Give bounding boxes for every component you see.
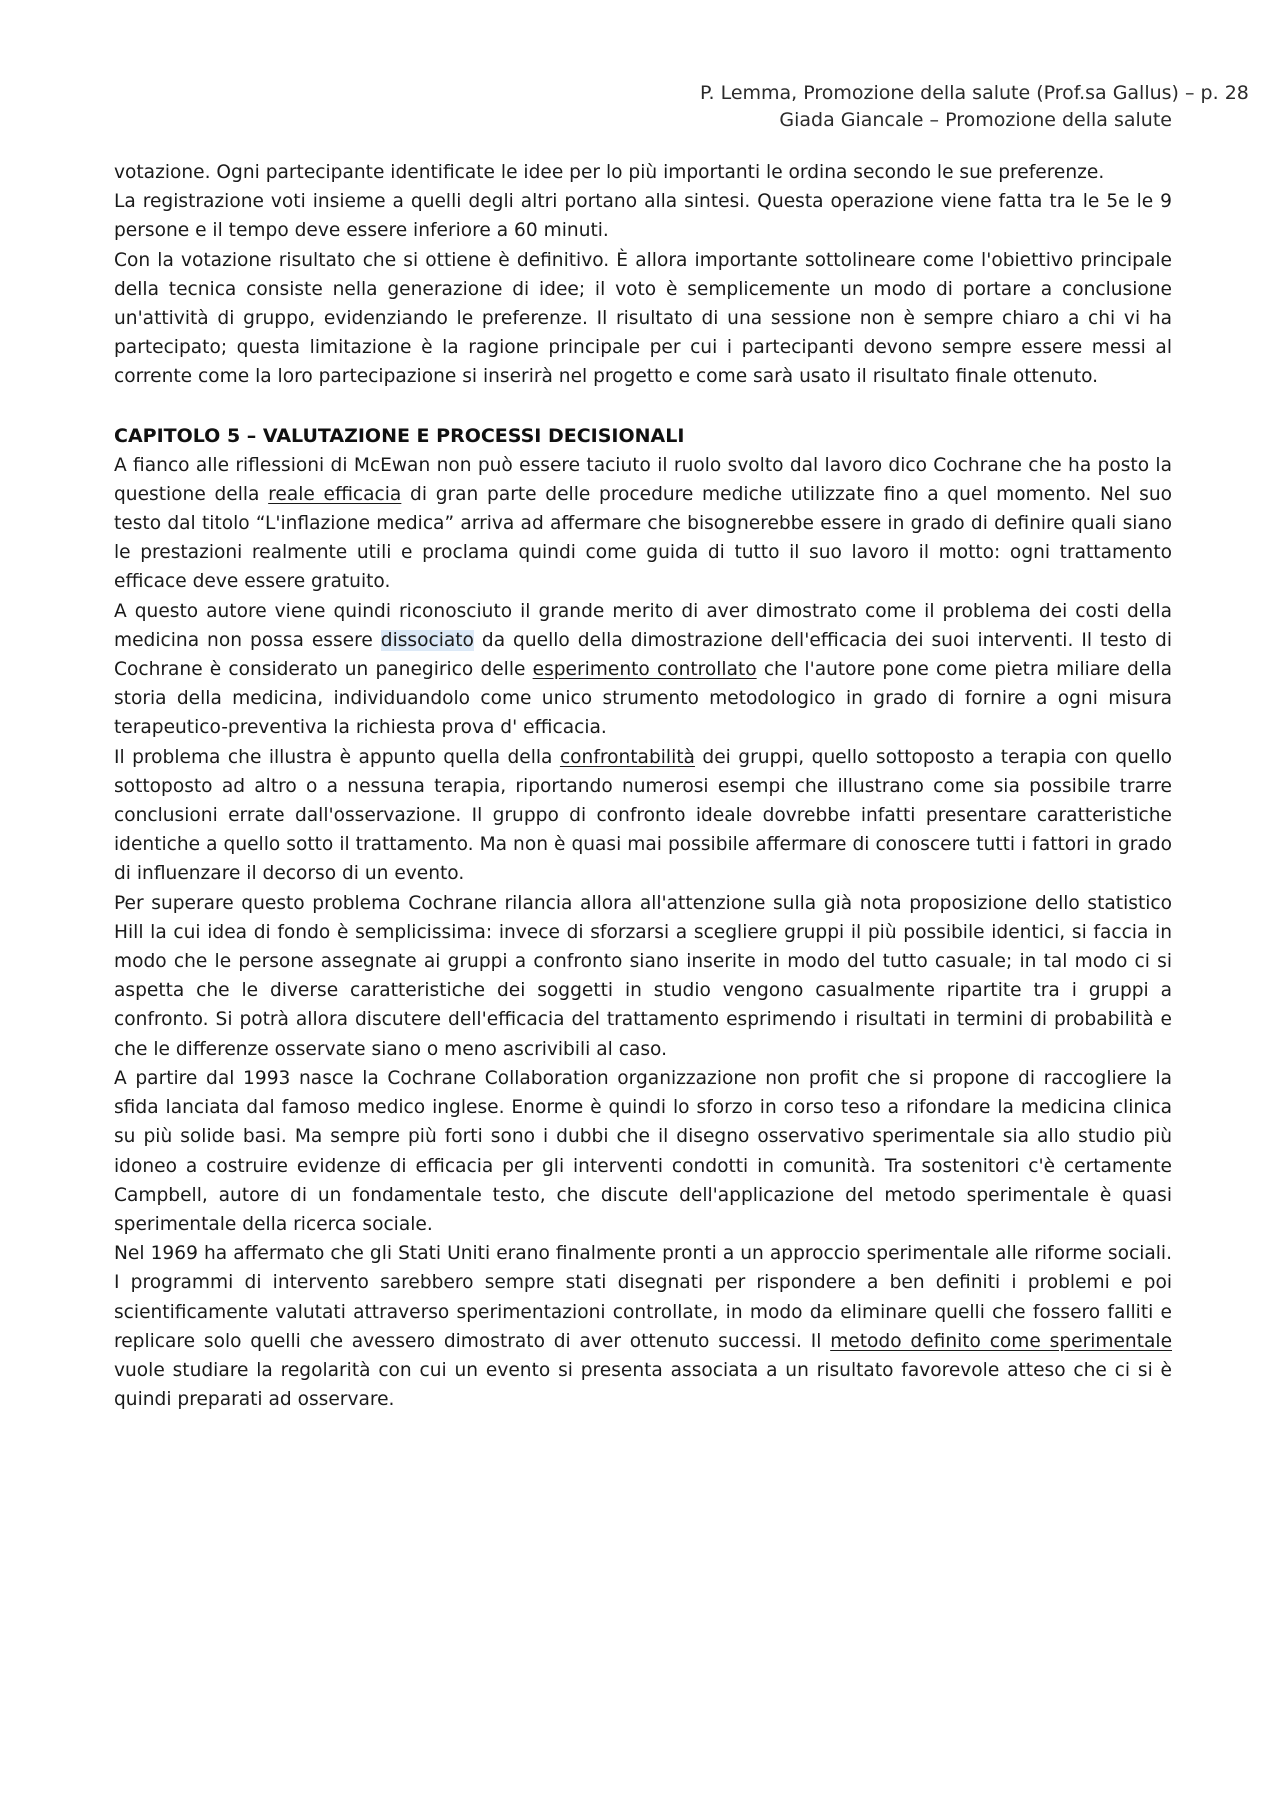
header-line-1: P. Lemma, Promozione della salute (Prof.sa Gallus) – p. 28	[700, 82, 1249, 104]
paragraph-votazione: votazione. Ogni partecipante identificate le idee per lo più importanti le ordina secondo le sue preferenze.	[114, 162, 1105, 183]
highlighted-word: dissociato	[380, 629, 474, 651]
header-line-2: Giada Giancale – Promozione della salute	[779, 109, 1172, 131]
paragraph-risultato: Con la votazione risultato che si ottiene è definitivo. È allora importante sottolineare come l'obiettivo principale della tecnica consiste nella generazione di idee; il voto è semplicemente un modo di portare a conclusione un'attività di gruppo, evidenziando le preferenze. Il risultato di una sessione non è sempre chiaro a chi vi ha partecipato; questa limitazione è la ragione principale per cui i partecipanti devono sempre essere messi al corrente come la loro partecipazione si inserirà nel progetto e come sarà usato il risultato finale ottenuto.	[114, 249, 1172, 388]
text-span: Il problema che illustra è appunto quella della	[114, 746, 560, 768]
paragraph-merito	[114, 597, 1172, 743]
text-span: che l'autore pone come pietra miliare della storia della medicina, individuandolo come unico strumento metodologico in grado di fornire a ogni misura terapeutico-preventiva la richiesta prova d' efficacia.	[114, 659, 1172, 739]
underlined-term: metodo definito come sperimentale	[830, 1330, 1173, 1352]
paragraph-registrazione: La registrazione voti insieme a quelli degli altri portano alla sintesi. Questa operazione viene fatta tra le 5e le 9 persone e il tempo deve essere inferiore a 60 minuti.	[114, 191, 1172, 242]
underlined-term: confrontabilità	[559, 746, 695, 768]
document-body	[114, 158, 1172, 1414]
text-span: vuole studiare la regolarità con cui un evento si presenta associata a un risultato favorevole atteso che ci si è quindi preparati ad osservare.	[114, 1359, 1172, 1411]
paragraph-cochrane	[114, 451, 1172, 597]
text-span: Nel 1969 ha affermato che gli Stati Uniti erano finalmente pronti a un approccio sperimentale alle riforme sociali. I programmi di intervento sarebbero sempre stati disegnati per rispondere a ben definiti i problemi e poi scientificamente valutati attraverso sperimentazioni controllate, in modo da eliminare quelli che fossero falliti e replicare solo quelli che avessero dimostrato di aver ottenuto successi. Il	[114, 1243, 1172, 1352]
paragraph-confrontabilita	[114, 743, 1172, 889]
chapter-heading: CAPITOLO 5 – VALUTAZIONE E PROCESSI DECISIONALI	[114, 424, 685, 447]
paragraph-hill: Per superare questo problema Cochrane rilancia allora all'attenzione sulla già nota proposizione dello statistico Hill la cui idea di fondo è semplicissima: invece di sforzarsi a scegliere gruppi il più possibile identici, si faccia in modo che le persone assegnate ai gruppi a confronto siano inserite in modo del tutto casuale; in tal modo ci si aspetta che le diverse caratteristiche dei soggetti in studio vengono casualmente ripartite tra i gruppi a confronto. Si potrà allora discutere dell'efficacia del trattamento esprimendo i risultati in termini di probabilità e che le differenze osservate siano o meno ascrivibili al caso.	[114, 892, 1172, 1060]
page-header	[700, 80, 1249, 134]
text-span: A questo autore viene quindi riconosciuto il grande merito di aver dimostrato come il problema dei costi della medicina non possa essere	[114, 600, 1172, 651]
paragraph-collaboration: A partire dal 1993 nasce la Cochrane Collaboration organizzazione non profit che si propone di raccogliere la sfida lanciata dal famoso medico inglese. Enorme è quindi lo sforzo in corso teso a rifondare la medicina clinica su più solide basi. Ma sempre più forti sono i dubbi che il disegno osservativo sperimentale sia allo studio più idoneo a costruire evidenze di efficacia per gli interventi condotti in comunità. Tra sostenitori c'è certamente Campbell, autore di un fondamentale testo, che discute dell'applicazione del metodo sperimentale è quasi sperimentale della ricerca sociale.	[114, 1067, 1172, 1235]
text-span: A fianco alle riflessioni di McEwan non può essere taciuto il ruolo svolto dal lavoro dico Cochrane che ha posto la questione della	[114, 454, 1172, 505]
text-span: dei gruppi, quello sottoposto a terapia con quello sottoposto ad altro o a nessuna terapia, riportando numerosi esempi che illustrano come sia possibile trarre conclusioni errate dall'osservazione. Il gruppo di confronto ideale dovrebbe infatti presentare caratteristiche identiche a quello sotto il trattamento. Ma non è quasi mai possibile affermare di conoscere tutti i fattori in grado di influenzare il decorso di un evento.	[114, 746, 1172, 885]
paragraph-1969	[114, 1239, 1172, 1414]
text-span: da quello della dimostrazione dell'efficacia dei suoi interventi. Il testo di Cochrane è considerato un panegirico delle	[114, 629, 1172, 681]
underlined-term: esperimento controllato	[532, 659, 757, 681]
text-span: di gran parte delle procedure mediche utilizzate fino a quel momento. Nel suo testo dal titolo “L'inflazione medica” arriva ad affermare che bisognerebbe essere in grado di definire quali siano le prestazioni realmente utili e proclama quindi come guida di tutto il suo lavoro il motto: ogni trattamento efficace deve essere gratuito.	[114, 483, 1173, 593]
underlined-term: reale efficacia	[268, 483, 402, 505]
